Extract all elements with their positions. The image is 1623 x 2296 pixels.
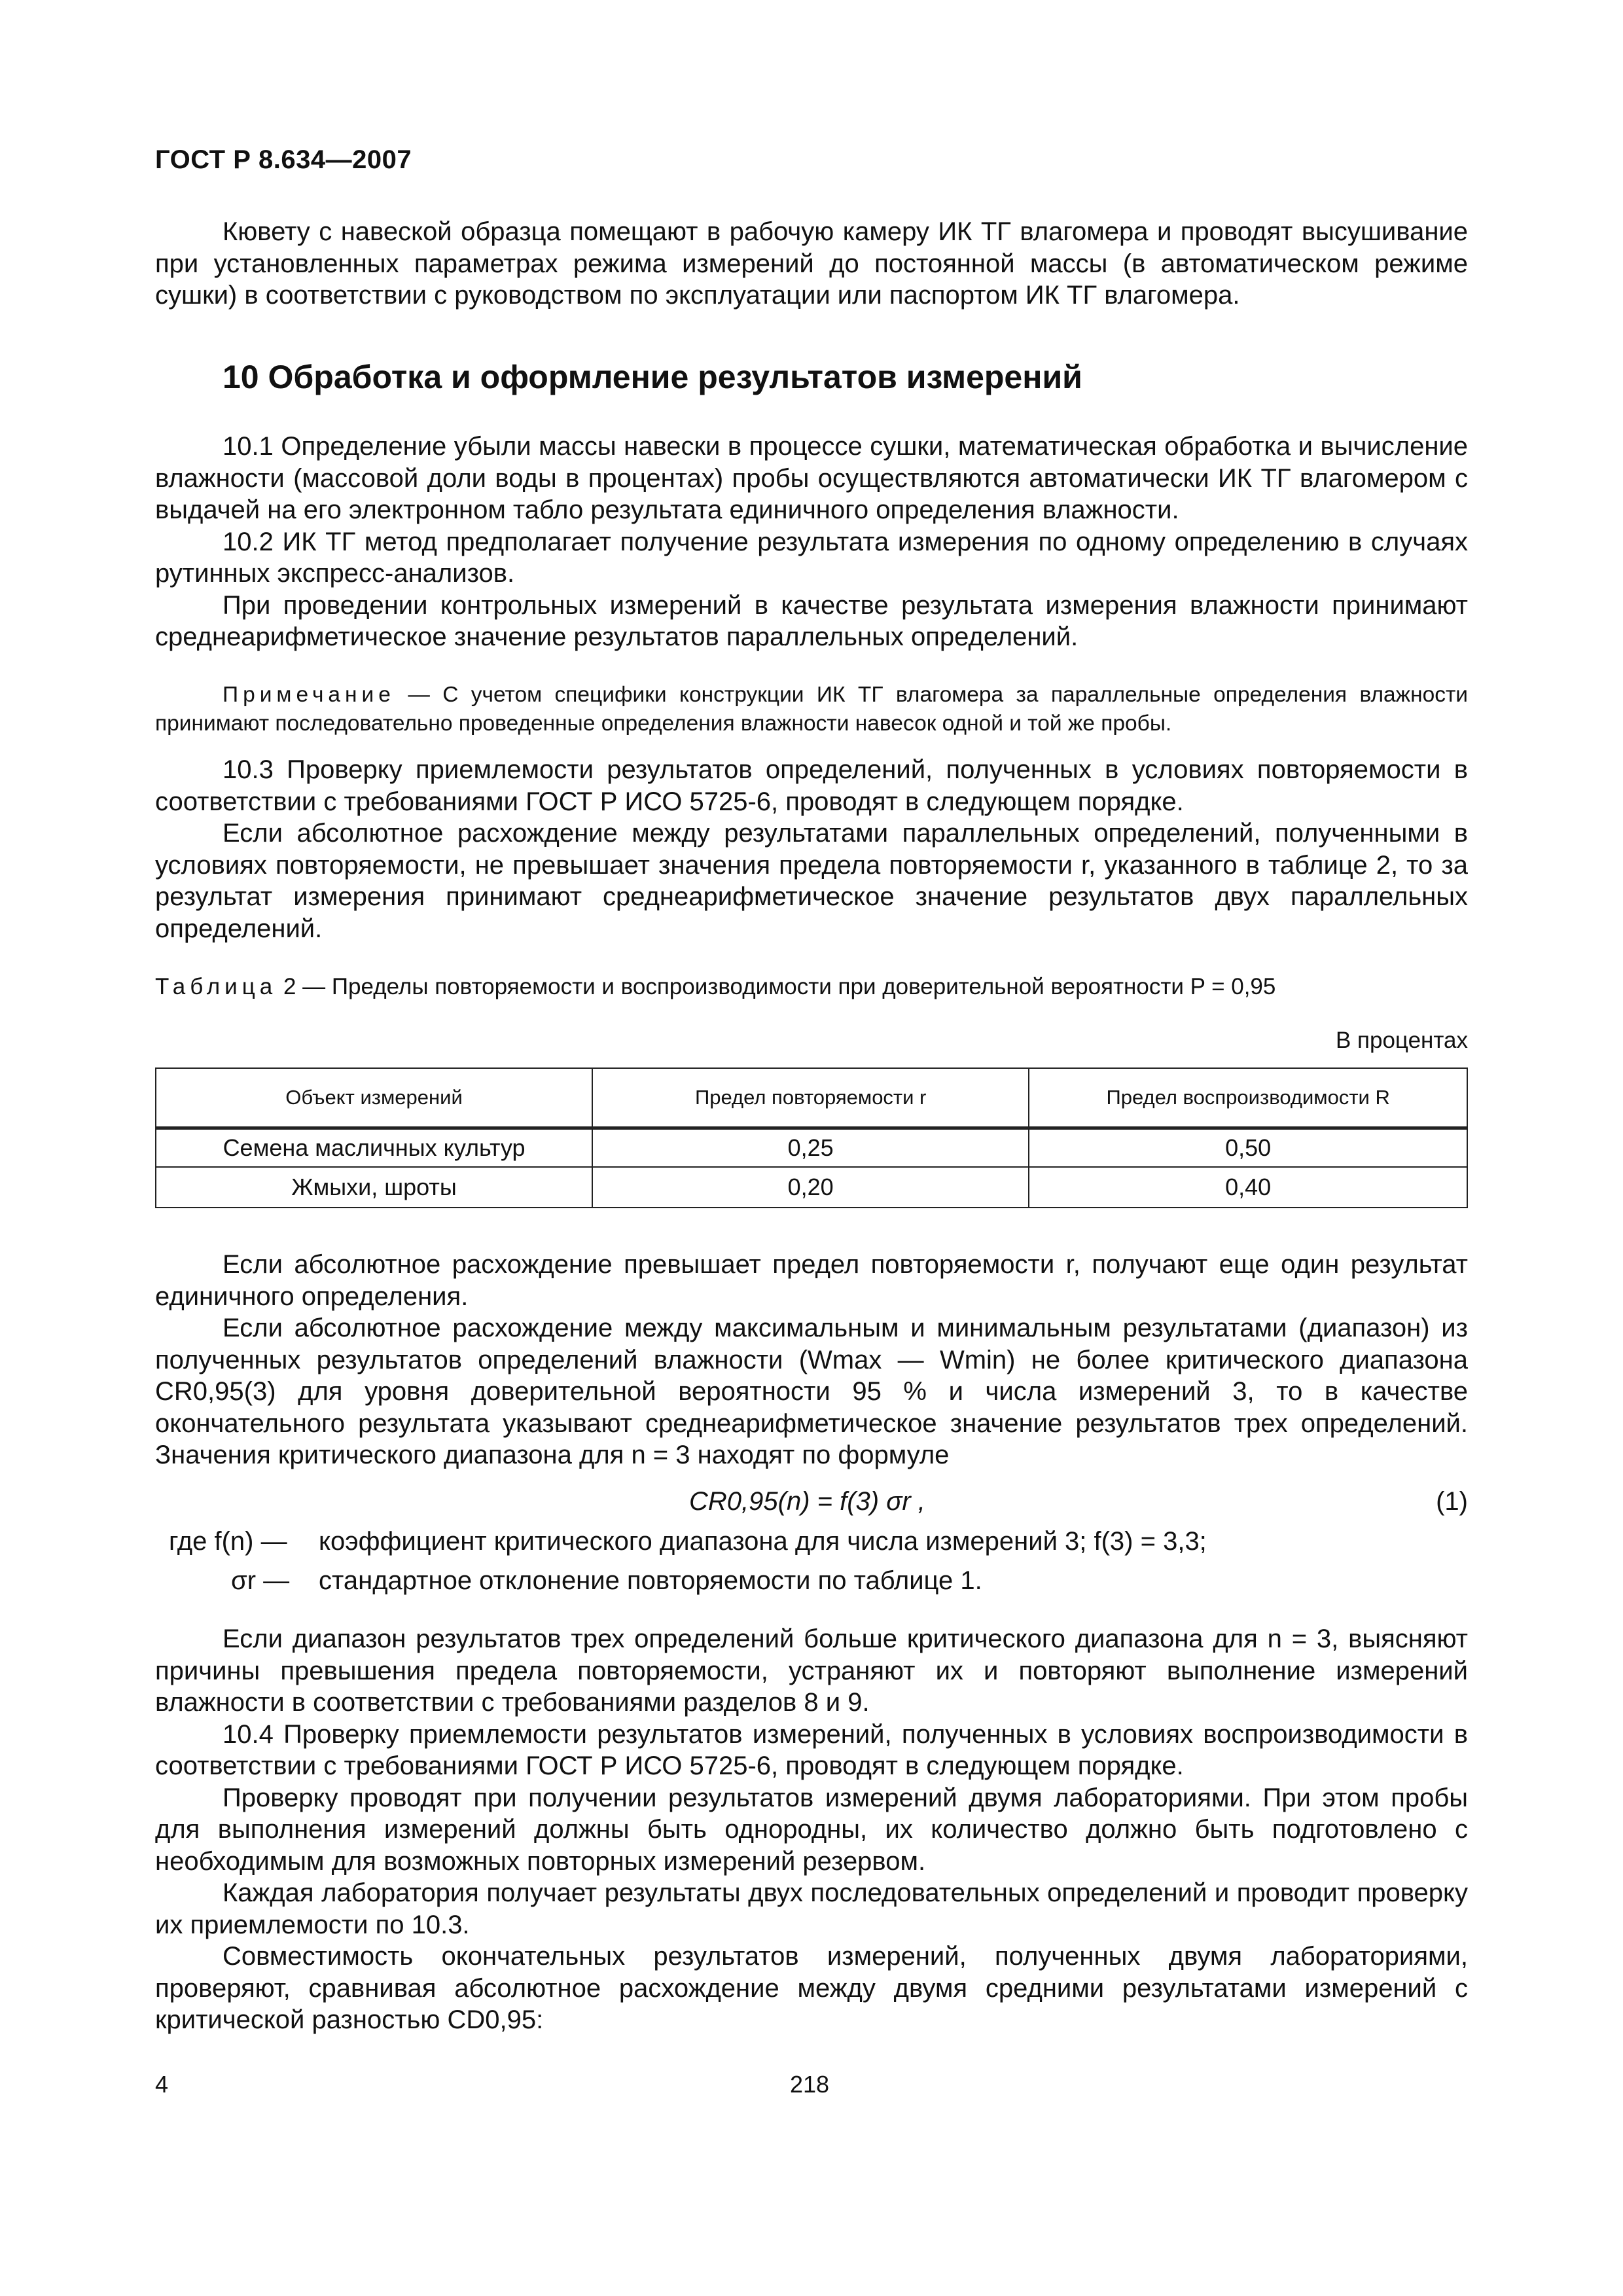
table-cell: 0,50 (1029, 1128, 1467, 1168)
paragraph-control-measurements: При проведении контрольных измерений в качестве результата измерения влажности принимают среднеарифметическое значение результатов параллельных определений. (155, 590, 1468, 651)
table-caption (155, 974, 1275, 1000)
paragraph-10-1: 10.1 Определение убыли массы навески в процессе сушки, математическая обработка и вычисление влажности (массовой доли воды в процентах) пробы осуществляются автоматически ИК ТГ влагомером с выдачей на его электронном табло результата единичного определения влажности. (155, 432, 1468, 524)
formula-1: CR0,95(n) = f(3) σr , (689, 1487, 925, 1516)
formula-number: (1) (1436, 1487, 1468, 1516)
table-units: В процентах (1335, 1028, 1468, 1053)
paragraph-critical-range: Если абсолютное расхождение между максимальным и минимальным результатами (диапазон) из полученных результатов определений влажности (Wmax — Wmin) не более критического диапазона CR0,95(3) для уровня доверительной вероятности 95 % и числа измерений 3, то в качестве окончательного результата указывают среднеарифметическое значение результатов трех определений. Значения критического диапазона для n = 3 находят по формуле (155, 1314, 1468, 1469)
table-row (156, 1128, 1467, 1168)
where-desc-f: коэффициент критического диапазона для числа измерений 3; f(3) = 3,3; (319, 1527, 1207, 1556)
page-number-center: 218 (790, 2071, 830, 2098)
paragraph-each-lab: Каждая лаборатория получает результаты двух последовательных определений и проводит проверку их приемлемости по 10.3. (155, 1878, 1468, 1939)
table-cell: 0,25 (592, 1128, 1029, 1168)
document-code-header: ГОСТ Р 8.634—2007 (155, 145, 412, 174)
header-reproducibility: Предел воспроизводимости R (1029, 1068, 1467, 1128)
page-number-left: 4 (155, 2071, 169, 2098)
intro-paragraph-block (155, 216, 1468, 312)
paragraph-exceeds-limit: Если абсолютное расхождение превышает предел повторяемости r, получают еще один результат единичного определения. (155, 1250, 1468, 1311)
header-object: Объект измерений (156, 1068, 592, 1128)
paragraphs-10-3 (155, 754, 1468, 944)
note-block (155, 681, 1468, 738)
paragraph-compatibility: Совместимость окончательных результатов измерений, полученных двумя лабораториями, проверяют, сравнивая абсолютное расхождение между двумя средними результатами измерений с критической разностью CD0,95: (155, 1942, 1468, 2034)
paragraph-10-3: 10.3 Проверку приемлемости результатов определений, полученных в условиях повторяемости в соответствии с требованиями ГОСТ Р ИСО 5725-6, проводят в следующем порядке. (155, 755, 1468, 816)
paragraphs-critical-range (155, 1249, 1468, 1471)
table-caption-label: Таблица (155, 974, 277, 999)
limits-table (155, 1067, 1468, 1208)
where-symbol-f: где f(n) — (169, 1527, 287, 1556)
table-cell: 0,20 (592, 1167, 1029, 1208)
note-label: Примечание (223, 683, 395, 707)
paragraph-10-4: 10.4 Проверку приемлемости результатов измерений, полученных в условиях воспроизводимости в соответствии с требованиями ГОСТ Р ИСО 5725-6, проводят в следующем порядке. (155, 1719, 1468, 1780)
table-caption-text: 2 — Пределы повторяемости и воспроизводимости при доверительной вероятности P = 0,95 (283, 974, 1276, 999)
section-title: 10 Обработка и оформление результатов измерений (223, 359, 1082, 395)
table-cell: Жмыхи, шроты (156, 1167, 592, 1208)
paragraph-two-labs: Проверку проводят при получении результатов измерений двумя лабораториями. При этом пробы для выполнения измерений должны быть однородны, их количество должно быть подготовлено с необходимым для возможных повторных измерений резервом. (155, 1783, 1468, 1876)
table-header-row (156, 1068, 1467, 1128)
paragraph-range-exceeded: Если диапазон результатов трех определений больше критического диапазона для n = 3, выясняют причины превышения предела повторяемости, устраняют их и повторяют выполнение измерений влажности в соответствии с требованиями разделов 8 и 9. (155, 1624, 1468, 1717)
table-cell: 0,40 (1029, 1167, 1467, 1208)
intro-paragraph: Кювету с навеской образца помещают в рабочую камеру ИК ТГ влагомера и проводят высушивание при установленных параметрах режима измерений до постоянной массы (в автоматическом режиме сушки) в соответствии с руководством по эксплуатации или паспортом ИК ТГ влагомера. (155, 217, 1468, 310)
paragraphs-10-1-10-2 (155, 431, 1468, 653)
note-text: — С учетом специфики конструкции ИК ТГ влагомера за параллельные определения влажности принимают последовательно проведенные определения влажности навесок одной и той же пробы. (155, 683, 1469, 736)
where-symbol-sigma: σr — (231, 1566, 290, 1595)
where-desc-sigma: стандартное отклонение повторяемости по таблице 1. (319, 1566, 982, 1595)
paragraph-10-2: 10.2 ИК ТГ метод предполагает получение результата измерения по одному определению в случаях рутинных экспресс-анализов. (155, 527, 1468, 588)
table-row (156, 1167, 1467, 1208)
header-repeatability: Предел повторяемости r (592, 1068, 1029, 1128)
paragraphs-10-4 (155, 1623, 1468, 2036)
paragraph-repeatability-limit: Если абсолютное расхождение между результатами параллельных определений, полученными в условиях повторяемости, не превышает значения предела повторяемости r, указанного в таблице 2, то за результат измерения принимают среднеарифметическое значение результатов двух параллельных определений. (155, 819, 1468, 943)
table-cell: Семена масличных культур (156, 1128, 592, 1168)
